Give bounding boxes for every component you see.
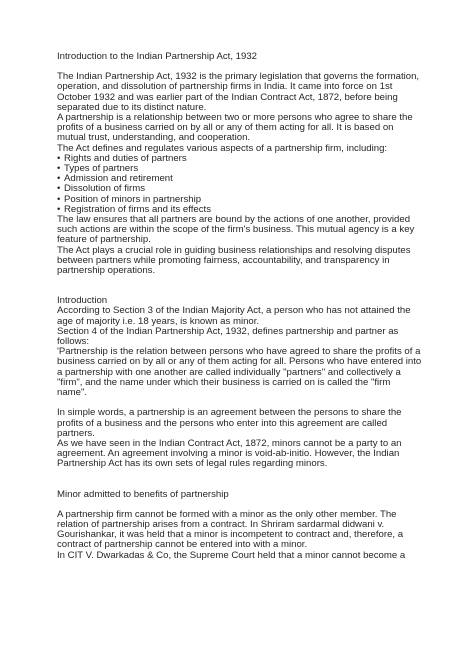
body-paragraph: A partnership firm cannot be formed with a minor as the only other member. The relation of partnership arises from a contract. In Shriram sardarmal didwani v. Gourishankar, it was held that a minor is incompetent to contract and, therefore, a contract of partnership cannot be entered into with a minor. <box>57 508 404 551</box>
list-item: • Dissolution of firms <box>57 183 146 195</box>
list-item: • Admission and retirement <box>57 173 173 185</box>
intro-paragraph: A partnership is a relationship between two or more persons who agree to share the profits of a business carried on by all or any of them acting for all. It is based on mutual trust, understanding, and cooperation. <box>57 112 413 144</box>
body-paragraph: In simple words, a partnership is an agreement between the persons to share the profits of a business and the persons who enter into this agreement are called partners. <box>57 407 402 439</box>
body-paragraph: In CIT V. Dwarkadas & Co, the Supreme Court held that a minor cannot become a <box>57 549 406 561</box>
document-body <box>57 52 423 561</box>
body-paragraph: The law ensures that all partners are bound by the actions of one another, provided such actions are within the scope of the firm's business. This mutual agency is a key feature of partnership. <box>57 214 415 246</box>
body-paragraph: As we have seen in the Indian Contract Act, 1872, minors cannot be a party to an agreement. An agreement involving a minor is void-ab-initio. However, the Indian Partnership Act has its own sets of legal rules regarding minors. <box>57 437 402 470</box>
bullet-icon: • <box>57 193 61 205</box>
list-item: • Types of partners <box>57 163 139 175</box>
section-heading: Introduction <box>57 295 108 307</box>
bullet-icon: • <box>57 203 61 215</box>
list-item: • Rights and duties of partners <box>57 152 187 164</box>
bullet-icon: • <box>57 183 61 195</box>
body-paragraph: Section 4 of the Indian Partnership Act, 1932, defines partnership and partner as follows: <box>57 325 399 348</box>
bullet-icon: • <box>57 173 61 185</box>
bullet-icon: • <box>57 152 61 164</box>
intro-paragraph: The Act defines and regulates various aspects of a partnership firm, including: <box>57 142 388 154</box>
aspects-list <box>57 154 423 215</box>
list-item: • Registration of firms and its effects <box>57 203 211 215</box>
body-paragraph: According to Section 3 of the Indian Majority Act, a person who has not attained the age of majority i.e. 18 years, is known as minor. <box>57 305 411 327</box>
intro-paragraph: The Indian Partnership Act, 1932 is the primary legislation that governs the formation, operation, and dissolution of partnership firms in India. It came into force on 1st October 1932 and was earlier part of the Indian Contract Act, 1872, before being separated due to its distinct nature. <box>57 71 420 113</box>
document-title: Introduction to the Indian Partnership Act, 1932 <box>57 51 258 62</box>
bullet-icon: • <box>57 163 61 175</box>
section-heading: Minor admitted to benefits of partnership <box>57 488 229 500</box>
list-item: • Position of minors in partnership <box>57 193 202 205</box>
body-paragraph: The Act plays a crucial role in guiding business relationships and resolving disputes between partners while promoting fairness, accountability, and transparency in partnership operations. <box>57 244 411 277</box>
quoted-definition: 'Partnership is the relation between persons who have agreed to share the profits of a business carried on by all or any of them acting for all. Persons who have entered into a partnership with one another are called individually "partners" and collectively a "firm", and the name under which their business is carried on is called the "firm name". <box>57 346 422 399</box>
